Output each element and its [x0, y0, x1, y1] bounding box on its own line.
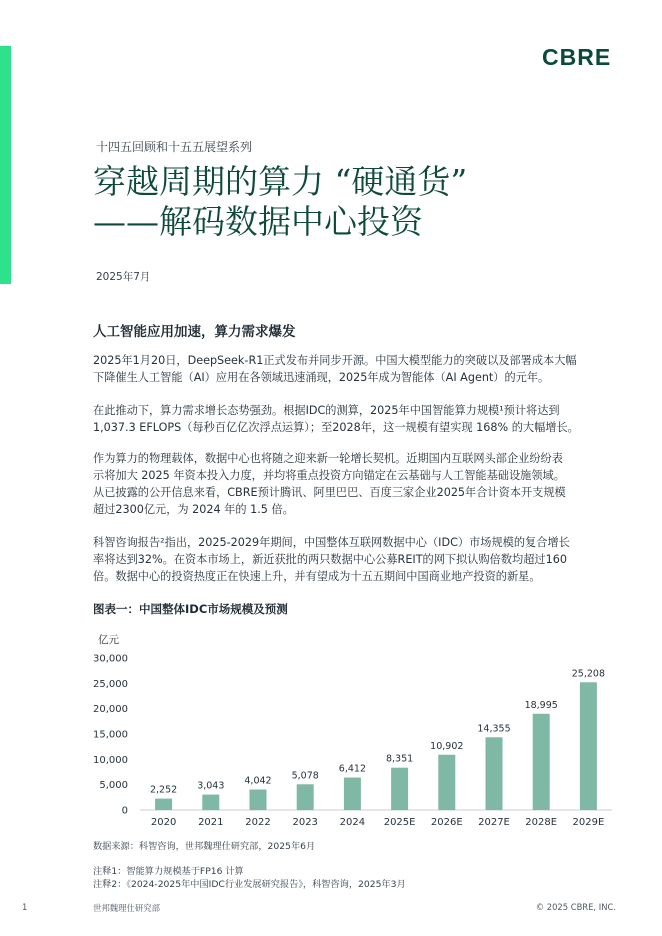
x-tick-label: 2027E — [478, 817, 510, 828]
y-tick-label: 10,000 — [93, 754, 128, 766]
x-tick-label: 2025E — [383, 817, 416, 828]
section-heading: 人工智能应用加速，算力需求爆发 — [93, 324, 296, 340]
bar-value-label: 4,042 — [244, 775, 272, 787]
bar-value-label: 14,355 — [477, 723, 511, 735]
bar-value-label: 6,412 — [338, 763, 367, 775]
x-tick-label: 2022 — [245, 817, 271, 828]
bar-value-label: 25,208 — [571, 668, 606, 680]
paragraph-1 — [93, 352, 618, 386]
figure-source: 数据来源：科智咨询，世邦魏理仕研究部，2025年6月 — [93, 841, 316, 852]
paragraph-line: 在此推动下，算力需求增长态势强劲。根据IDC的测算，2025年中国智能算力规模¹预计将达到 — [93, 404, 560, 417]
paragraph-line: 1,037.3 EFLOPS（每秒百亿亿次浮点运算）；至2028年，这一规模有望实现 168% 的大幅增长。 — [93, 421, 579, 434]
paragraph-line: 从已披露的公开信息来看，CBRE预计腾讯、阿里巴巴、百度三家企业2025年合计资本开支规模 — [93, 486, 566, 499]
bar — [297, 784, 314, 810]
paragraph-line: 倍。数据中心的投资热度正在快速上升，并有望成为十五五期间中国商业地产投资的新星。 — [93, 570, 541, 583]
x-tick-label: 2021 — [198, 817, 224, 828]
title-line-2: ——解码数据中心投资 — [93, 202, 423, 241]
cbre-logo: CBRE — [542, 44, 612, 70]
bar — [580, 682, 597, 810]
y-axis-label: 亿元 — [98, 634, 119, 646]
x-tick-label: 2026E — [430, 817, 463, 828]
bar — [438, 755, 455, 810]
accent-bar — [0, 46, 11, 284]
x-tick-label: 2029E — [572, 817, 605, 828]
paragraph-line: 下降催生人工智能（AI）应用在各领域迅速涌现，2025年成为智能体（AI Agent）的元年。 — [93, 371, 550, 384]
figure-title: 图表一：中国整体IDC市场规模及预测 — [93, 602, 288, 616]
y-tick-label: 0 — [121, 805, 128, 817]
bar-value-label: 18,995 — [524, 699, 558, 711]
y-tick-label: 30,000 — [93, 653, 128, 665]
footnote-1: 注释1：智能算力规模基于FP16 计算 — [93, 866, 244, 877]
footer-org: 世邦魏理仕研究部 — [93, 903, 160, 913]
bar-value-label: 2,252 — [149, 784, 178, 796]
publication-date: 2025年7月 — [96, 271, 151, 283]
bar — [533, 714, 550, 810]
x-tick-label: 2023 — [292, 817, 318, 828]
bar-value-label: 5,078 — [291, 770, 319, 782]
bar — [486, 737, 503, 810]
paragraph-line: 率将达到32%。在资本市场上，新近获批的两只数据中心公募REIT的网下拟认购倍数均超过160 — [93, 553, 567, 566]
y-tick-label: 25,000 — [93, 678, 128, 690]
bar-value-label: 3,043 — [197, 780, 225, 792]
paragraph-line: 超过2300亿元，为 2024 年的 1.5 倍。 — [93, 503, 294, 516]
bar — [250, 790, 267, 810]
paragraph-line: 科智咨询报告²指出，2025-2029年期间，中国整体互联网数据中心（IDC）市场规模的复合增长 — [93, 536, 570, 549]
page-number: 1 — [22, 902, 28, 912]
bar — [202, 795, 219, 810]
y-tick-label: 20,000 — [93, 704, 128, 716]
paragraph-line: 作为算力的物理载体，数据中心也将随之迎来新一轮增长契机。近期国内互联网头部企业纷纷表 — [93, 452, 563, 465]
x-tick-label: 2020 — [150, 817, 177, 828]
paragraph-line: 2025年1月20日，DeepSeek-R1正式发布并同步开源。中国大模型能力的突破以及部署成本大幅 — [93, 354, 577, 367]
y-tick-label: 5,000 — [99, 780, 128, 792]
bar — [155, 799, 172, 810]
bar-value-label: 8,351 — [385, 753, 414, 765]
paragraph-4 — [93, 534, 618, 585]
page-title — [93, 162, 467, 242]
bar-value-label: 10,902 — [430, 740, 464, 752]
y-tick-label: 15,000 — [93, 729, 128, 741]
bar — [344, 778, 361, 810]
series-label: 十四五回顾和十五五展望系列 — [96, 140, 253, 154]
title-line-1: 穿越周期的算力 “硬通货” — [93, 162, 468, 201]
idc-market-bar-chart — [90, 628, 625, 833]
footer-copyright: © 2025 CBRE, INC. — [535, 902, 616, 912]
footnote-2: 注释2：《2024-2025年中国IDC行业发展研究报告》，科智咨询，2025年3月 — [93, 879, 406, 890]
bar — [391, 768, 408, 810]
paragraph-3 — [93, 450, 618, 518]
paragraph-line: 示将加大 2025 年资本投入力度，并均将重点投资方向锚定在云基础与人工智能基础设施领域。 — [93, 469, 565, 482]
x-tick-label: 2024 — [339, 817, 366, 828]
paragraph-2 — [93, 402, 618, 436]
x-tick-label: 2028E — [525, 817, 558, 828]
